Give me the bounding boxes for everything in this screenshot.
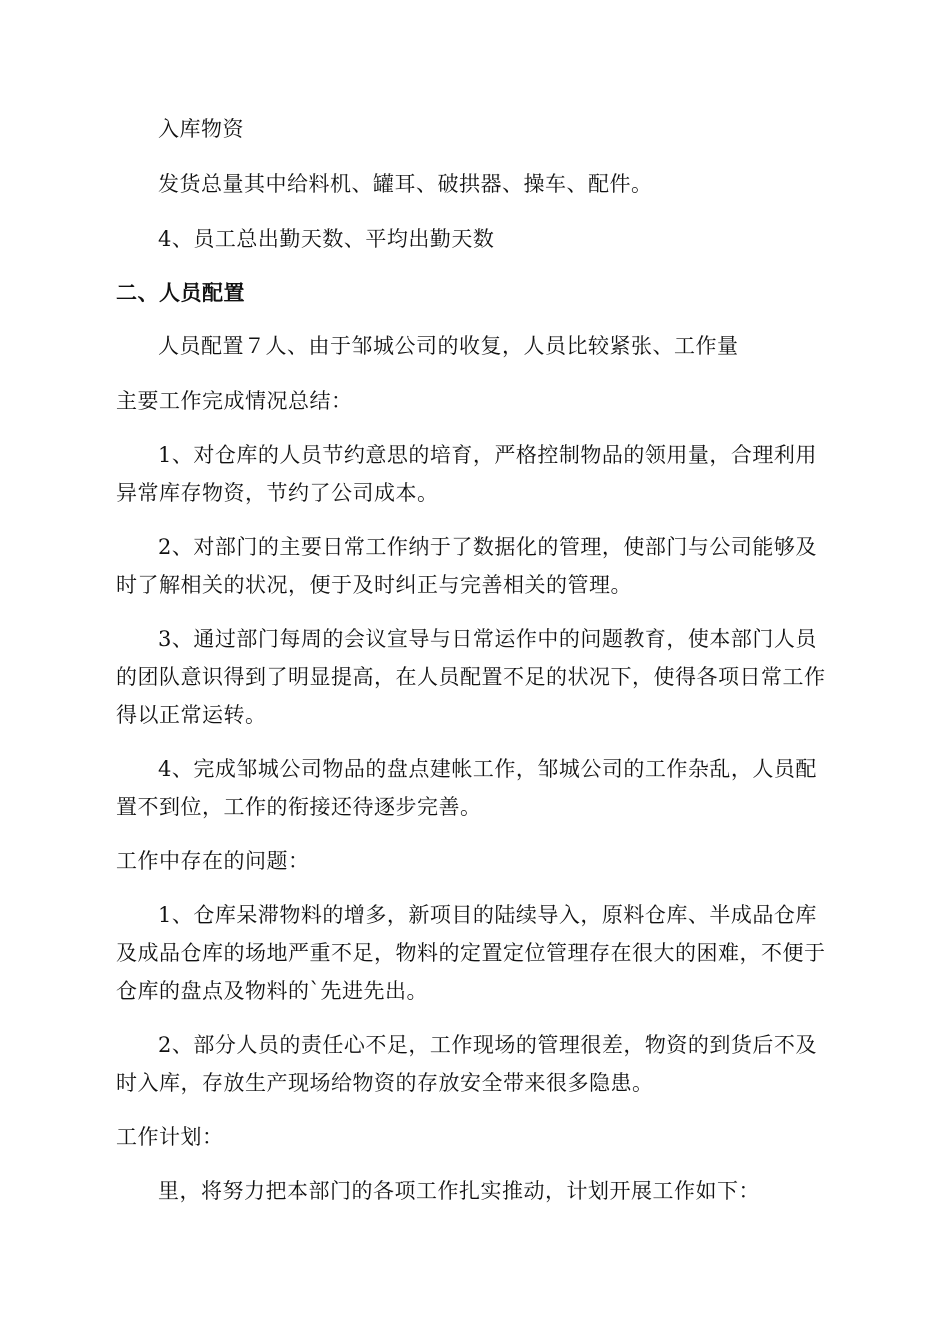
subheading-work-summary: 主要工作完成情况总结：: [116, 389, 353, 413]
paragraph-problem-2: 2、部分人员的责任心不足，工作现场的管理很差，物资的到货后不及时入库，存放生产现场给物资的存放安全带来很多隐患。: [116, 1033, 817, 1095]
paragraph-shipment-total: 发货总量其中给料机、罐耳、破拱器、操车、配件。: [158, 172, 653, 196]
subheading-problems: 工作中存在的问题：: [116, 849, 310, 873]
paragraph-summary-4: 4、完成邹城公司物品的盘点建帐工作，邹城公司的工作杂乱，人员配置不到位，工作的衔接还待逐步完善。: [116, 757, 817, 819]
section-heading-staffing: 二、人员配置: [116, 281, 245, 305]
paragraph-staffing: 人员配置７人、由于邹城公司的收复，人员比较紧张、工作量: [158, 334, 739, 358]
paragraph-summary-1: 1、对仓库的人员节约意思的培育，严格控制物品的领用量，合理利用异常库存物资，节约了公司成本。: [116, 443, 817, 505]
paragraph-summary-3: 3、通过部门每周的会议宣导与日常运作中的问题教育，使本部门人员的团队意识得到了明显提高，在人员配置不足的状况下，使得各项日常工作得以正常运转。: [116, 627, 826, 727]
subheading-work-plan: 工作计划：: [116, 1125, 224, 1149]
paragraph-work-plan: 里，将努力把本部门的各项工作扎实推动，计划开展工作如下：: [158, 1179, 760, 1203]
paragraph-attendance: 4、员工总出勤天数、平均出勤天数: [158, 227, 495, 251]
paragraph-problem-1: 1、仓库呆滞物料的增多，新项目的陆续导入，原料仓库、半成品仓库及成品仓库的场地严重不足，物料的定置定位管理存在很大的困难，不便于仓库的盘点及物料的`先进先出。: [116, 903, 826, 1003]
paragraph-summary-2: 2、对部门的主要日常工作纳于了数据化的管理，使部门与公司能够及时了解相关的状况，便于及时纠正与完善相关的管理。: [116, 535, 817, 597]
paragraph-inbound-materials: 入库物资: [158, 117, 244, 141]
